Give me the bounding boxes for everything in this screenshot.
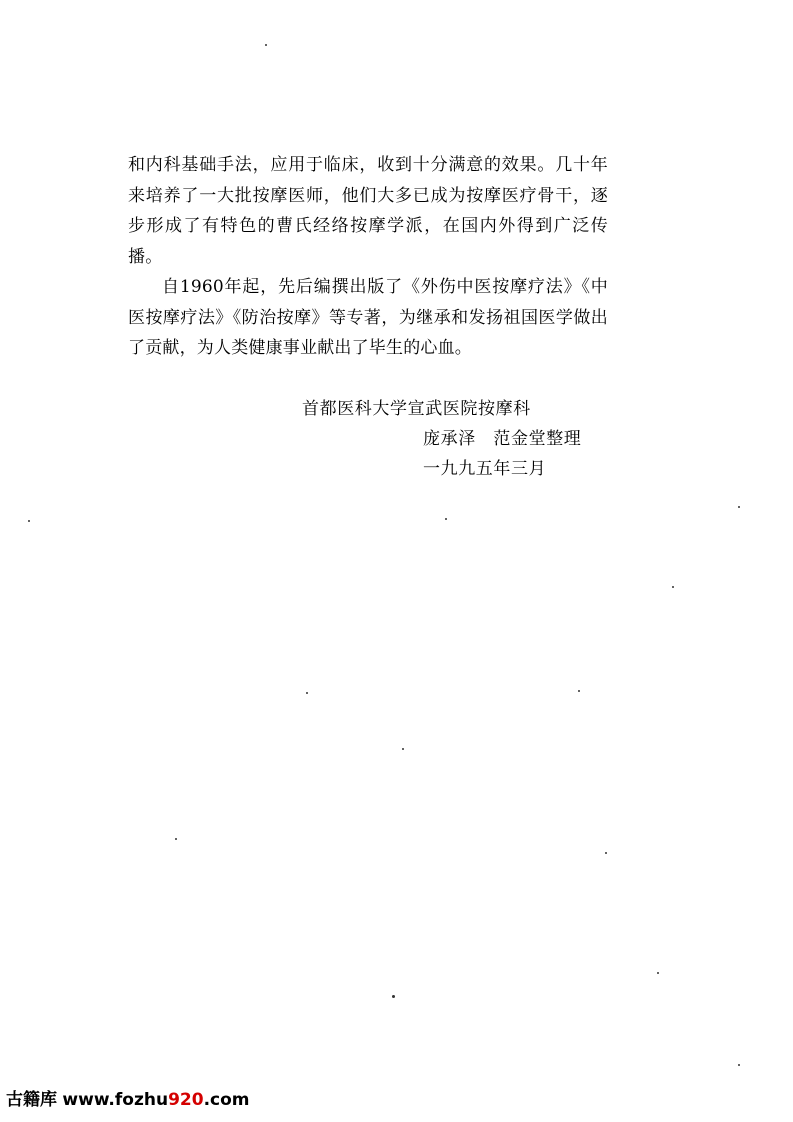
watermark-url-suffix: .com xyxy=(203,1090,250,1110)
scan-speck xyxy=(402,748,404,750)
watermark-url-number: 920 xyxy=(168,1090,204,1110)
scan-speck xyxy=(738,506,740,508)
scan-speck xyxy=(265,44,267,46)
signature-date: 一九九五年三月 xyxy=(423,459,547,479)
paragraph-1: 和内科基础手法，应用于临床，收到十分满意的效果。几十年来培养了一大批按摩医师，他们大多已成为按摩医疗骨干，逐步形成了有特色的曹氏经络按摩学派，在国内外得到广泛传播。 xyxy=(128,155,608,267)
signature-editors: 庞承泽 范金堂整理 xyxy=(423,429,582,449)
body-text xyxy=(128,150,608,364)
scan-speck xyxy=(28,520,30,522)
signature-department: 首都医科大学宣武医院按摩科 xyxy=(302,399,531,419)
footer-watermark xyxy=(6,1085,250,1110)
scan-speck xyxy=(605,852,607,854)
scan-speck xyxy=(738,1064,740,1066)
scan-speck xyxy=(445,518,447,520)
paragraph-2: 自1960年起，先后编撰出版了《外伤中医按摩疗法》《中医按摩疗法》《防治按摩》等专著，为继承和发扬祖国医学做出了贡献，为人类健康事业献出了毕生的心血。 xyxy=(128,277,608,358)
scan-speck xyxy=(306,692,308,694)
scan-speck xyxy=(175,838,177,840)
watermark-site-name: 古籍库 xyxy=(6,1090,57,1110)
scan-speck xyxy=(392,995,395,998)
scan-speck xyxy=(672,586,674,588)
scan-speck xyxy=(657,972,659,974)
watermark-url-prefix: www.fozhu xyxy=(62,1090,169,1110)
scan-speck xyxy=(578,690,580,692)
